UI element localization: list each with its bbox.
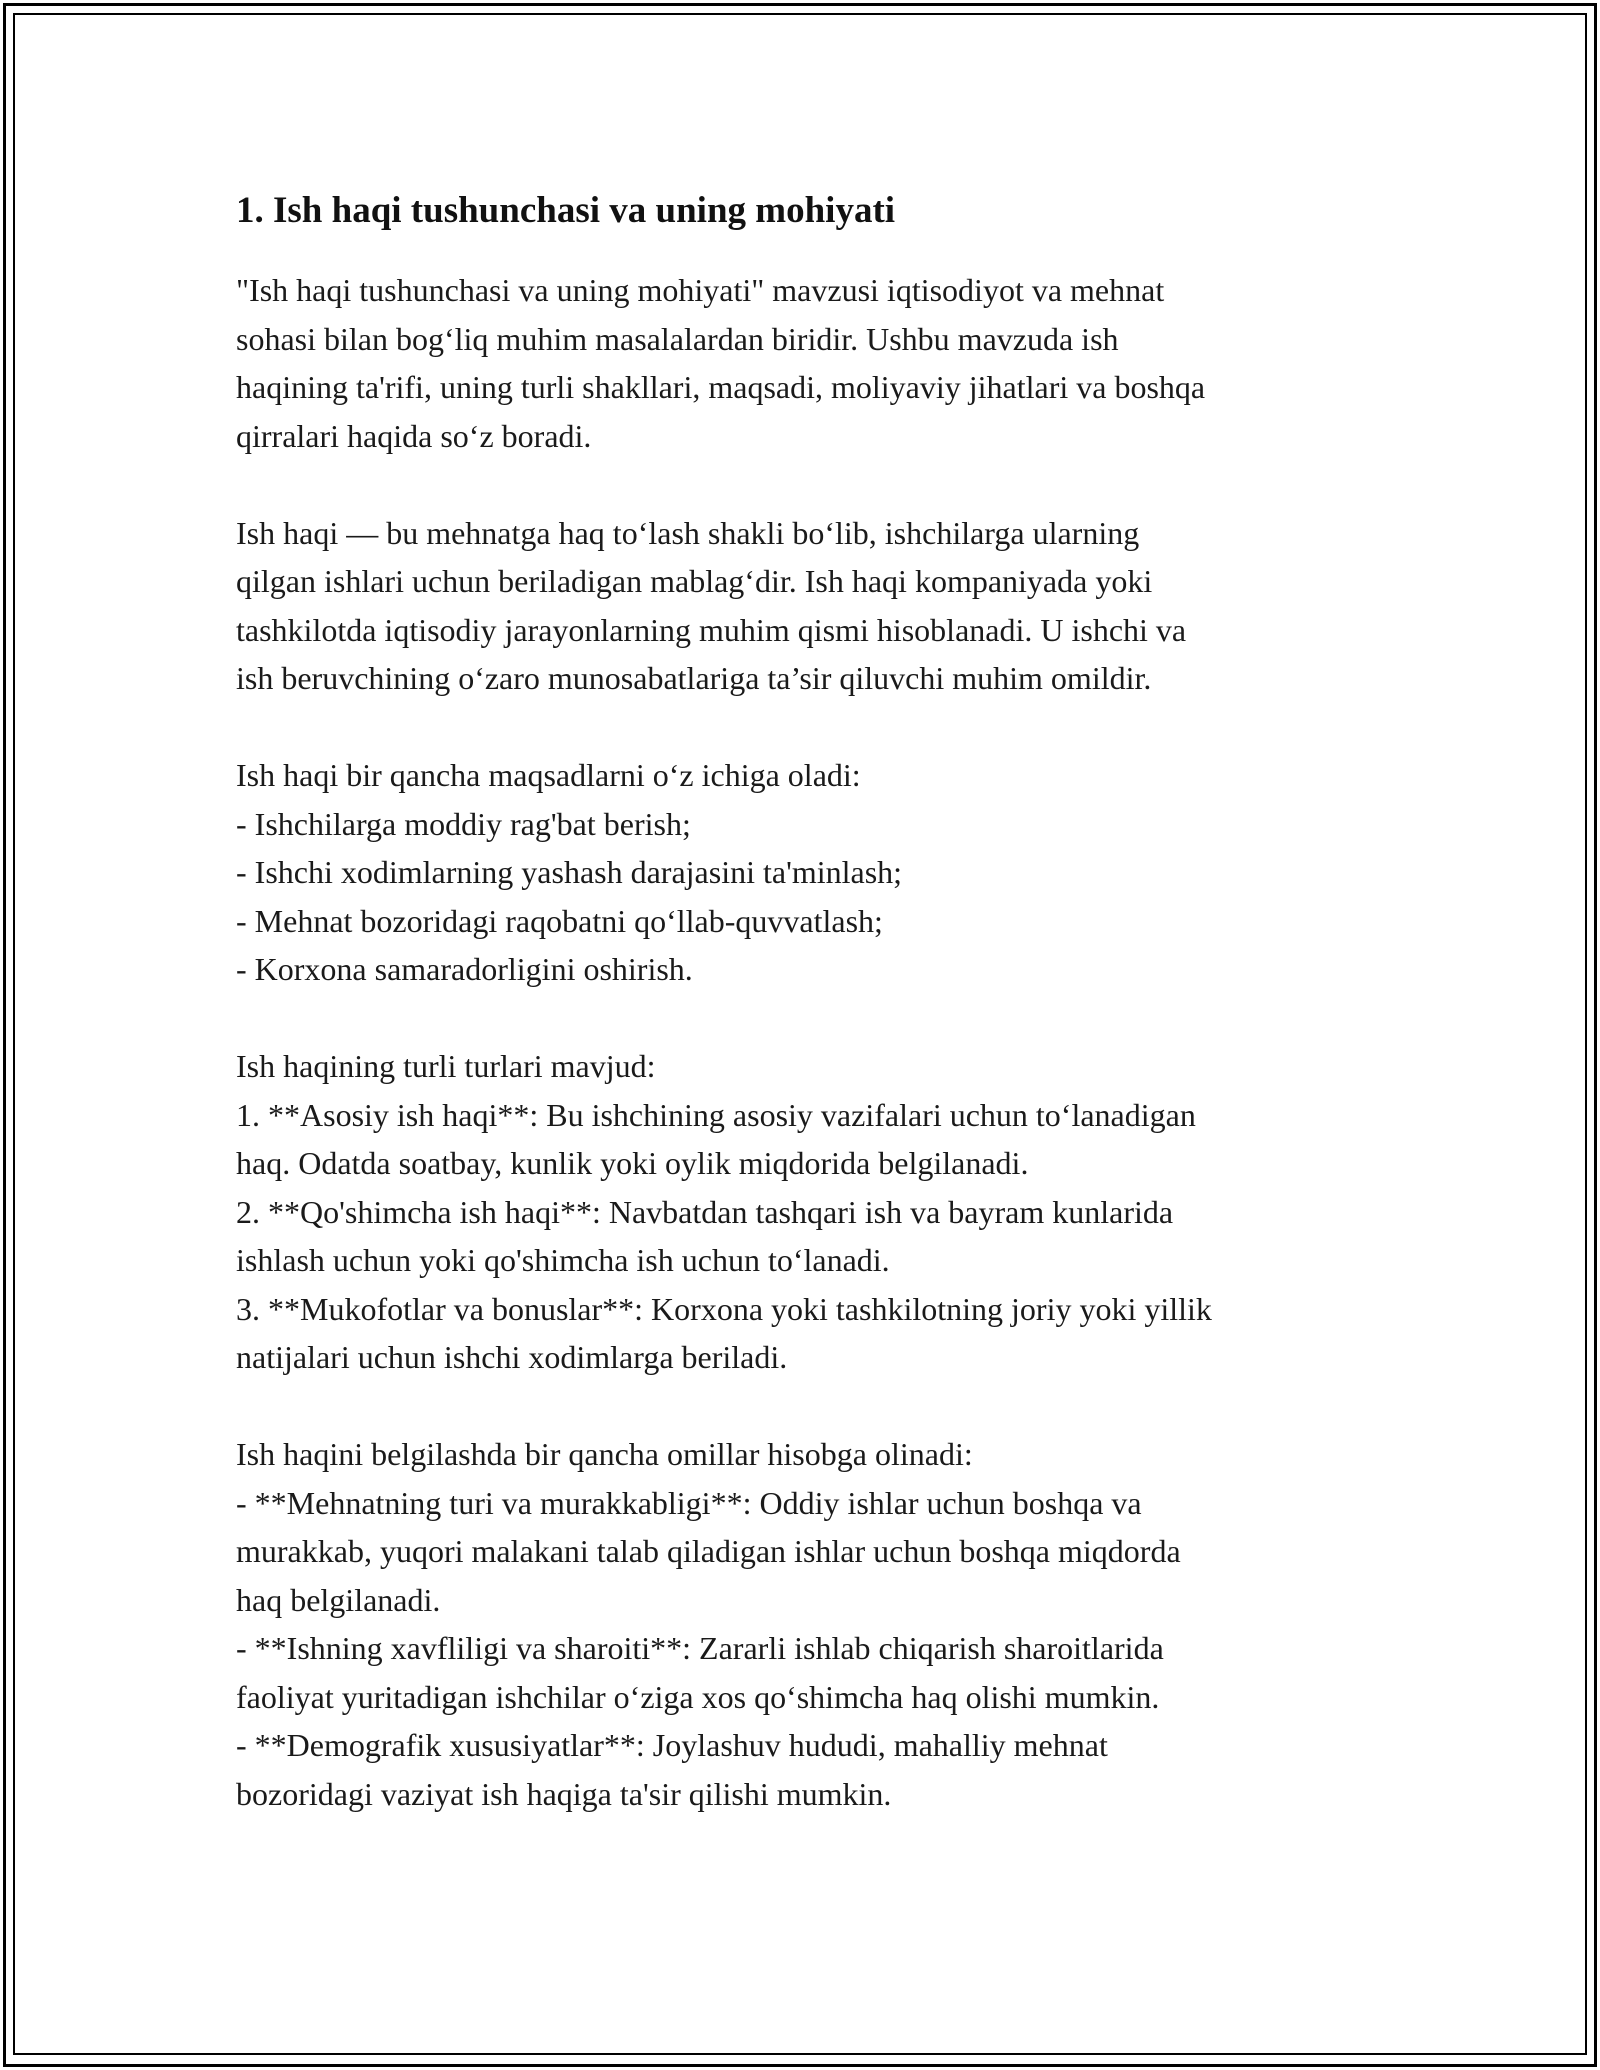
list-item: 1. **Asosiy ish haqi**: Bu ishchining asosiy vazifalari uchun to‘lanadigan — [236, 1096, 1196, 1133]
text-line: haq belgilanadi. — [236, 1581, 441, 1618]
list-item: - **Ishning xavfliligi va sharoiti**: Zararli ishlab chiqarish sharoitlarida — [236, 1630, 1164, 1666]
list-item: - Korxona samaradorligini oshirish. — [236, 951, 693, 987]
text-line: ish beruvchining o‘zaro munosabatlariga ta’sir qiluvchi muhim omildir. — [236, 660, 1152, 696]
paragraph-factors — [236, 1430, 1376, 1818]
text-line: bozoridagi vaziyat ish haqiga ta'sir qilishi mumkin. — [236, 1775, 892, 1812]
list-item: - **Demografik xususiyatlar**: Joylashuv hududi, mahalliy mehnat — [236, 1727, 1108, 1763]
paragraph-gap — [236, 460, 1376, 509]
text-line: Ish haqining turli turlari mavjud: — [236, 1048, 656, 1084]
section-heading: 1. Ish haqi tushunchasi va uning mohiyati — [236, 190, 896, 231]
list-item: - Ishchi xodimlarning yashash darajasini ta'minlash; — [236, 854, 903, 890]
text-line: Ish haqini belgilashda bir qancha omillar hisobga olinadi: — [236, 1436, 973, 1472]
text-line: murakkab, yuqori malakani talab qiladigan ishlar uchun boshqa miqdorda — [236, 1533, 1181, 1569]
list-item: 3. **Mukofotlar va bonuslar**: Korxona yoki tashkilotning joriy yoki yillik — [236, 1290, 1212, 1327]
paragraph-goals — [236, 751, 1376, 994]
paragraph-gap — [236, 1382, 1376, 1431]
list-item: - Ishchilarga moddiy rag'bat berish; — [236, 805, 691, 842]
text-line: sohasi bilan bog‘liq muhim masalalardan biridir. Ushbu mavzuda ish — [236, 320, 1119, 357]
text-line: ishlash uchun yoki qo'shimcha ish uchun to‘lanadi. — [236, 1242, 890, 1278]
paragraph-gap — [236, 994, 1376, 1043]
paragraph-intro — [236, 266, 1376, 460]
text-line: "Ish haqi tushunchasi va uning mohiyati" mavzusi iqtisodiyot va mehnat — [236, 272, 1165, 308]
text-line: qirralari haqida so‘z boradi. — [236, 417, 592, 454]
text-line: Ish haqi bir qancha maqsadlarni o‘z ichiga oladi: — [236, 757, 861, 793]
document-body — [236, 186, 1376, 1818]
text-line: haq. Odatda soatbay, kunlik yoki oylik miqdorida belgilanadi. — [236, 1145, 1029, 1181]
paragraph-gap — [236, 703, 1376, 752]
text-line: faoliyat yuritadigan ishchilar o‘ziga xos qo‘shimcha haq olishi mumkin. — [236, 1678, 1160, 1715]
text-line: haqining ta'rifi, uning turli shakllari, maqsadi, moliyaviy jihatlari va boshqa — [236, 369, 1206, 405]
paragraph-types — [236, 1042, 1376, 1382]
text-line: natijalari uchun ishchi xodimlarga beriladi. — [236, 1339, 788, 1375]
text-line: tashkilotda iqtisodiy jarayonlarning muhim qismi hisoblanadi. U ishchi va — [236, 611, 1187, 648]
list-item: - Mehnat bozoridagi raqobatni qo‘llab-quvvatlash; — [236, 902, 883, 939]
list-item: - **Mehnatning turi va murakkabligi**: Oddiy ishlar uchun boshqa va — [236, 1484, 1142, 1521]
text-line: Ish haqi — bu mehnatga haq to‘lash shakli bo‘lib, ishchilarga ularning — [236, 514, 1140, 551]
paragraph-definition — [236, 509, 1376, 703]
text-line: qilgan ishlari uchun beriladigan mablag‘dir. Ish haqi kompaniyada yoki — [236, 563, 1153, 599]
list-item: 2. **Qo'shimcha ish haqi**: Navbatdan tashqari ish va bayram kunlarida — [236, 1193, 1174, 1230]
